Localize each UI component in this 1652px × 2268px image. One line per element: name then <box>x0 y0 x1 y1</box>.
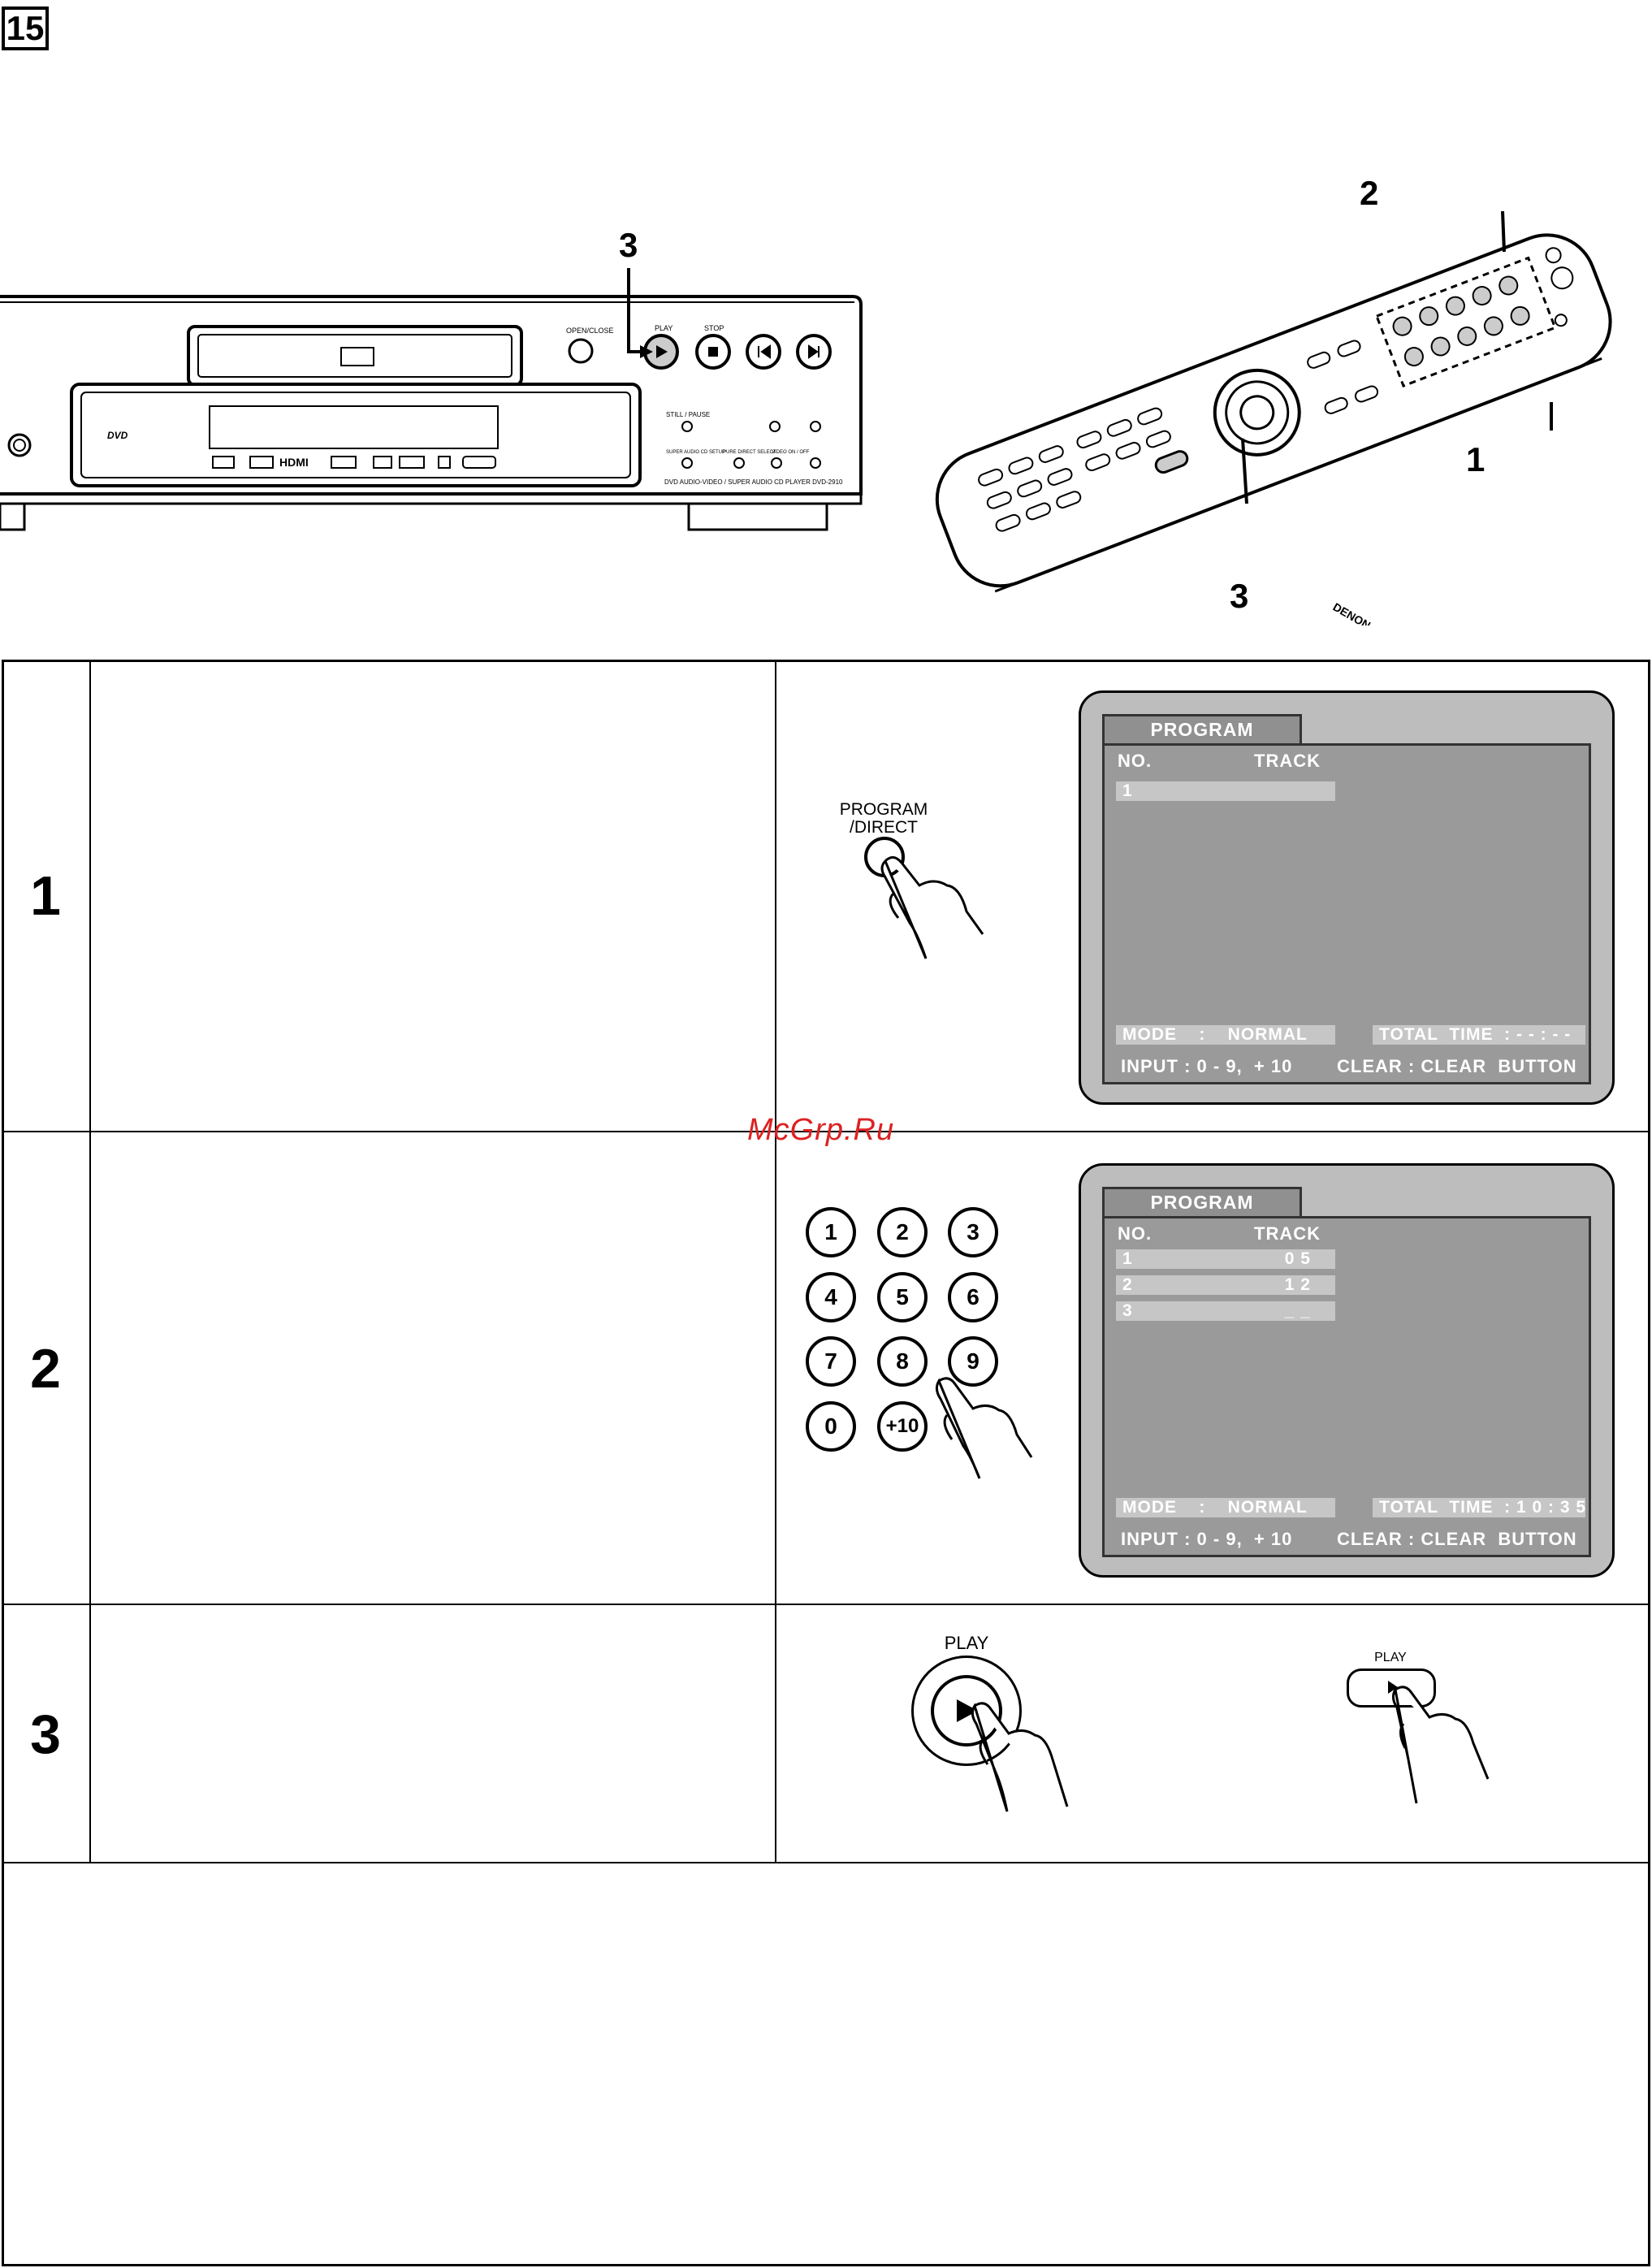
osd-mode-bar <box>1116 1498 1335 1517</box>
osd-row-no: 1 <box>1122 1249 1133 1268</box>
pure-direct-label: PURE DIRECT SELECT <box>723 450 776 455</box>
osd-title-tab: PROGRAM <box>1102 714 1302 743</box>
remote-control-drawing <box>902 171 1633 625</box>
still-pause-label: STILL / PAUSE <box>666 411 711 418</box>
unit-play-label: PLAY <box>1374 1651 1407 1664</box>
open-close-label: OPEN/CLOSE <box>566 327 614 335</box>
step-number-3: 3 <box>30 1703 61 1765</box>
program-key-label <box>835 801 932 837</box>
key-1[interactable]: 1 <box>806 1207 856 1257</box>
key-plus10[interactable]: +10 <box>877 1401 928 1452</box>
osd-screen-area <box>1102 1216 1591 1557</box>
callout-remote-program: 1 <box>1466 440 1486 478</box>
osd-row-track: 1 2 <box>1284 1275 1311 1294</box>
osd-title-tab: PROGRAM <box>1102 1187 1302 1216</box>
table-row-sep-3 <box>2 1862 1650 1863</box>
program-key-label-line1: PROGRAM <box>839 800 928 819</box>
table-divider-mid <box>775 660 776 1862</box>
osd-row-no: 1 <box>1122 781 1133 800</box>
osd-mode-bar <box>1116 1025 1335 1045</box>
osd-row-track: _ _ <box>1284 1301 1311 1320</box>
osd-program-screen-1 <box>1079 690 1615 1105</box>
dvd-player-illustration <box>0 219 869 544</box>
osd-input-hint: INPUT : 0 - 9, + 10 <box>1121 1056 1293 1076</box>
key-8[interactable]: 8 <box>877 1336 928 1387</box>
step-number-1: 1 <box>30 865 61 927</box>
osd-input-hint: INPUT : 0 - 9, + 10 <box>1121 1529 1293 1549</box>
osd-clear-hint: CLEAR : CLEAR BUTTON <box>1337 1529 1577 1549</box>
pointing-hand-icon <box>1387 1682 1501 1811</box>
osd-total-time-bar <box>1373 1498 1585 1517</box>
step-number-2: 2 <box>30 1338 61 1400</box>
video-on-off-label: VIDEO ON / OFF <box>772 450 810 455</box>
osd-screen-area <box>1102 743 1591 1084</box>
pointing-hand-icon <box>931 1373 1044 1487</box>
callout-play-unit: 3 <box>619 226 638 264</box>
stop-label: STOP <box>704 324 724 332</box>
pointing-hand-icon <box>967 1698 1080 1820</box>
table-row-sep-2 <box>2 1604 1650 1605</box>
osd-row-track: 0 5 <box>1284 1249 1311 1268</box>
key-0[interactable]: 0 <box>806 1401 856 1452</box>
key-9[interactable]: 9 <box>948 1336 998 1387</box>
key-3[interactable]: 3 <box>948 1207 998 1257</box>
remote-play-label: PLAY <box>944 1633 989 1653</box>
callout-remote-play: 3 <box>1230 577 1249 615</box>
program-key-label-line2: /DIRECT <box>850 818 918 837</box>
osd-mode: MODE : NORMAL <box>1122 1025 1308 1044</box>
key-5[interactable]: 5 <box>877 1272 928 1322</box>
model-label: DVD AUDIO-VIDEO / SUPER AUDIO CD PLAYER DVD-2910 <box>664 478 843 486</box>
remote-brand: DENON <box>1330 599 1373 625</box>
osd-row-no: 2 <box>1122 1275 1133 1294</box>
osd-total-time-bar <box>1373 1025 1585 1045</box>
osd-row-no: 3 <box>1122 1301 1133 1320</box>
osd-total-time: TOTAL TIME : - - : - - <box>1379 1025 1572 1044</box>
key-2[interactable]: 2 <box>877 1207 928 1257</box>
key-6[interactable]: 6 <box>948 1272 998 1322</box>
dvd-logo: DVD <box>107 430 128 441</box>
key-7[interactable]: 7 <box>806 1336 856 1387</box>
osd-program-row <box>1116 781 1335 801</box>
hdmi-logo: HDMI <box>279 456 309 469</box>
osd-col-no: NO. <box>1118 751 1153 771</box>
page-number-badge: 15 <box>2 6 49 50</box>
osd-col-no: NO. <box>1118 1223 1153 1244</box>
pointing-hand-icon <box>869 845 999 967</box>
osd-col-track: TRACK <box>1254 751 1321 771</box>
osd-program-screen-2 <box>1079 1163 1615 1578</box>
osd-program-row <box>1116 1301 1335 1321</box>
osd-col-track: TRACK <box>1254 1223 1321 1244</box>
sacd-setup-label: SUPER AUDIO CD SETUP <box>666 450 726 455</box>
dvd-player-drawing <box>0 219 869 544</box>
remote-control-illustration <box>902 171 1633 625</box>
osd-program-row <box>1116 1249 1335 1269</box>
watermark: McGrp.Ru <box>747 1113 895 1147</box>
callout-remote-numeric: 2 <box>1360 174 1379 212</box>
osd-mode: MODE : NORMAL <box>1122 1498 1308 1517</box>
osd-program-row <box>1116 1275 1335 1295</box>
osd-clear-hint: CLEAR : CLEAR BUTTON <box>1337 1056 1577 1076</box>
key-4[interactable]: 4 <box>806 1272 856 1322</box>
osd-total-time: TOTAL TIME : 1 0 : 3 5 <box>1379 1498 1587 1517</box>
table-divider-num <box>89 660 91 1862</box>
play-label: PLAY <box>655 324 673 332</box>
